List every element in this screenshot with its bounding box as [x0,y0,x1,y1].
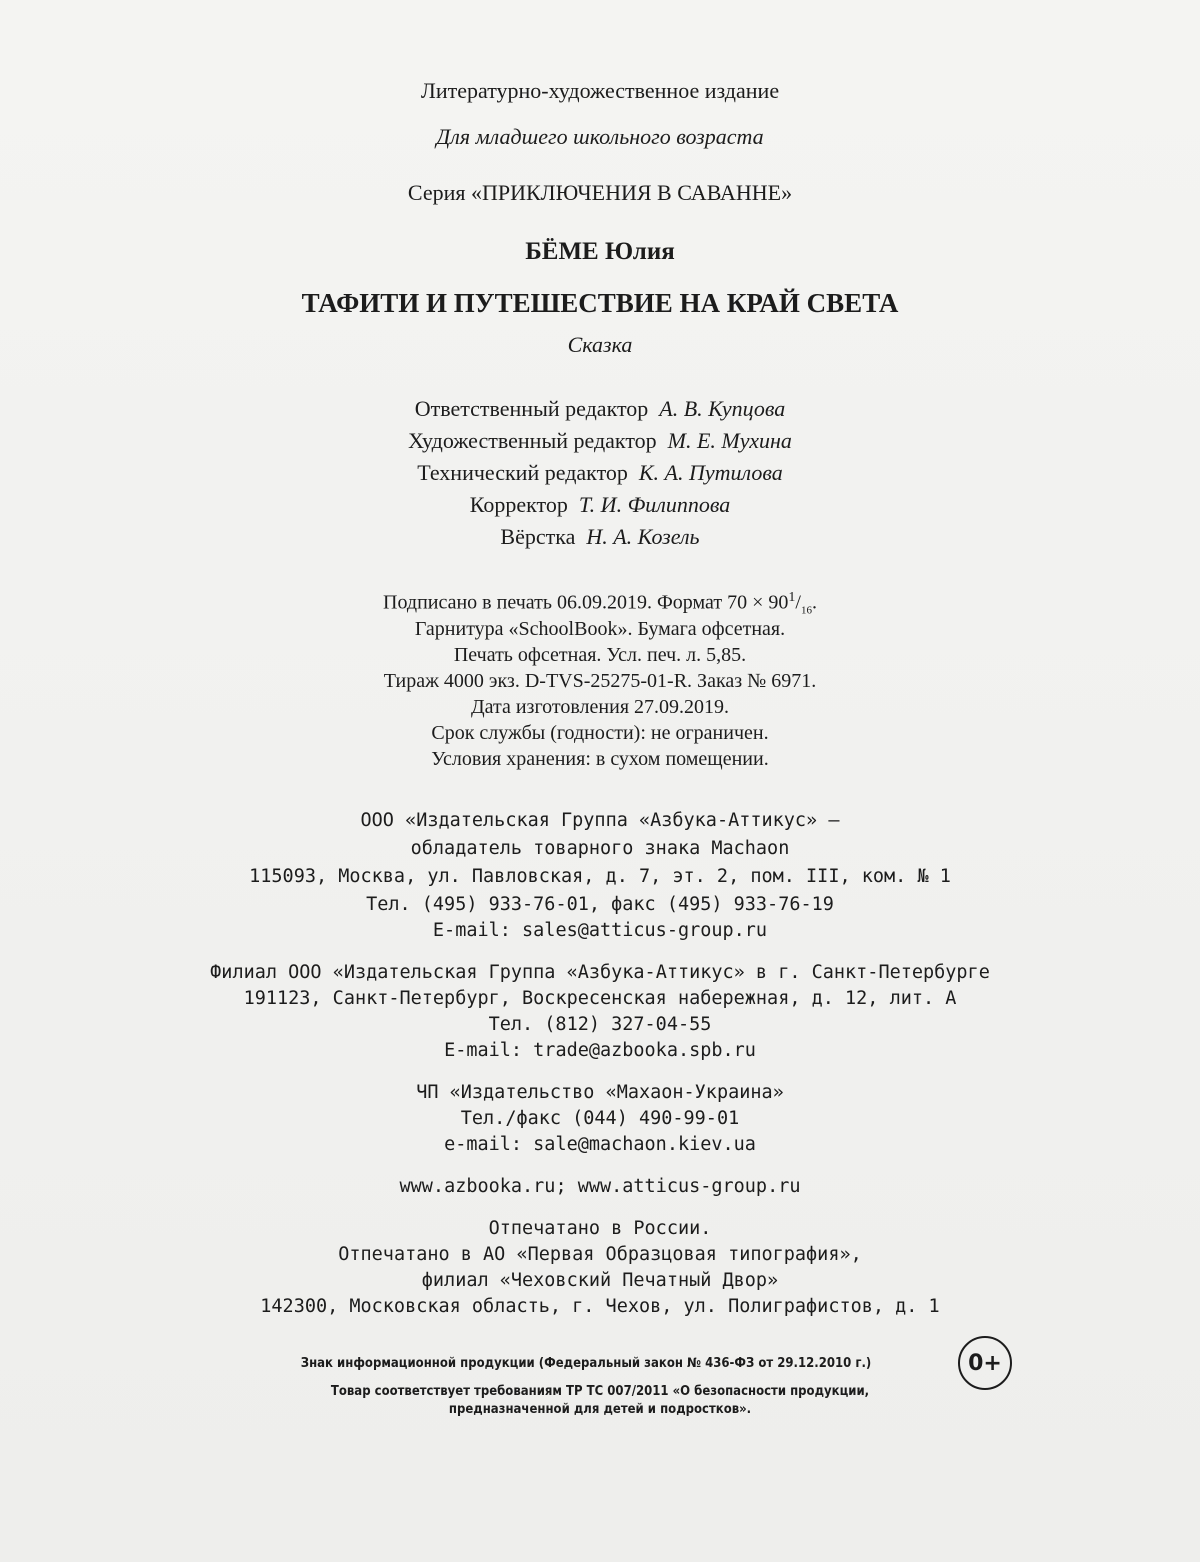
format-denominator: 16 [800,604,812,617]
run-line: Тираж 4000 экз. D-TVS-25275-01-R. Заказ № 6971. [383,670,817,692]
publisher-spb-email: E-mail: trade@azbooka.spb.ru [444,1040,756,1061]
printer-line: Отпечатано в АО «Первая Образцовая типография», [338,1244,862,1265]
publisher-ua-line: Тел./факс (044) 490-99-01 [460,1108,740,1129]
storage-line: Условия хранения: в сухом помещении. [431,748,769,770]
compliance-line: предназначенной для детей и подростков». [448,1402,752,1417]
edition-type: Литературно-художественное издание [420,78,780,103]
series: Серия «ПРИКЛЮЧЕНИЯ В САВАННЕ» [407,180,793,205]
info-product-mark: Знак информационной продукции (Федеральный закон № 436-ФЗ от 29.12.2010 г.) [300,1356,872,1371]
format-numerator: 1 [788,590,796,605]
staff-line [0,428,1200,454]
publisher-main-line: ООО «Издательская Группа «Азбука-Аттикус» – [360,810,840,831]
staff-role: Ответственный редактор [414,396,649,421]
publisher-ua-email: e-mail: sale@machaon.kiev.ua [444,1134,756,1155]
book-title: ТАФИТИ И ПУТЕШЕСТВИЕ НА КРАЙ СВЕТА [301,288,899,318]
staff-role: Художественный редактор [408,428,657,453]
staff-line [0,524,1200,550]
printer-address: 142300, Московская область, г. Чехов, ул. Полиграфистов, д. 1 [260,1296,940,1317]
staff-name: Н. А. Козель [586,524,700,549]
signed-suffix: . [811,591,817,614]
publisher-spb-line: Филиал ООО «Издательская Группа «Азбука-Аттикус» в г. Санкт-Петербурге [210,962,990,983]
staff-role: Технический редактор [417,460,628,485]
made-date-line: Дата изготовления 27.09.2019. [470,696,730,718]
staff-name: М. Е. Мухина [667,428,792,453]
printing-line: Печать офсетная. Усл. печ. л. 5,85. [453,644,747,666]
staff-line [0,460,1200,486]
age-rating-badge: 0+ [958,1336,1012,1390]
publisher-spb-line: Тел. (812) 327-04-55 [488,1014,712,1035]
publisher-spb-line: 191123, Санкт-Петербург, Воскресенская набережная, д. 12, лит. А [243,988,957,1009]
staff-role: Вёрстка [500,524,576,549]
staff-line [0,492,1200,518]
staff-name: К. А. Путилова [638,460,783,485]
signed-line: Подписано в печать 06.09.2019. Формат $70 \times 90^1/_{16}$. [383,590,817,617]
websites: www.azbooka.ru; www.atticus-group.ru [399,1176,801,1197]
staff-line [0,396,1200,422]
staff-name: А. В. Купцова [659,396,786,421]
publisher-main-line: 115093, Москва, ул. Павловская, д. 7, эт. 2, пом. III, ком. № 1 [249,866,951,887]
publisher-main-line: Тел. (495) 933-76-01, факс (495) 933-76-19 [366,894,834,915]
author: БЁМЕ Юлия [525,238,675,265]
service-life-line: Срок службы (годности): не ограничен. [431,722,769,744]
staff-name: Т. И. Филиппова [578,492,731,517]
publisher-main-line: обладатель товарного знака Machaon [410,838,790,859]
signed-text: Подписано в печать 06.09.2019. Формат 70 × 90 [383,591,789,614]
publisher-ua-line: ЧП «Издательство «Махаон-Украина» [416,1082,784,1103]
publisher-main-email: E-mail: sales@atticus-group.ru [432,920,768,941]
age-group: Для младшего школьного возраста [436,124,764,149]
compliance-line: Товар соответствует требованиям ТР ТС 007/2011 «О безопасности продукции, [330,1384,870,1399]
typeface-line: Гарнитура «SchoolBook». Бумага офсетная. [414,618,786,640]
genre: Сказка [567,332,633,357]
printer-line: Отпечатано в России. [488,1218,712,1239]
staff-role: Корректор [469,492,568,517]
printer-line: филиал «Чеховский Печатный Двор» [421,1270,779,1291]
